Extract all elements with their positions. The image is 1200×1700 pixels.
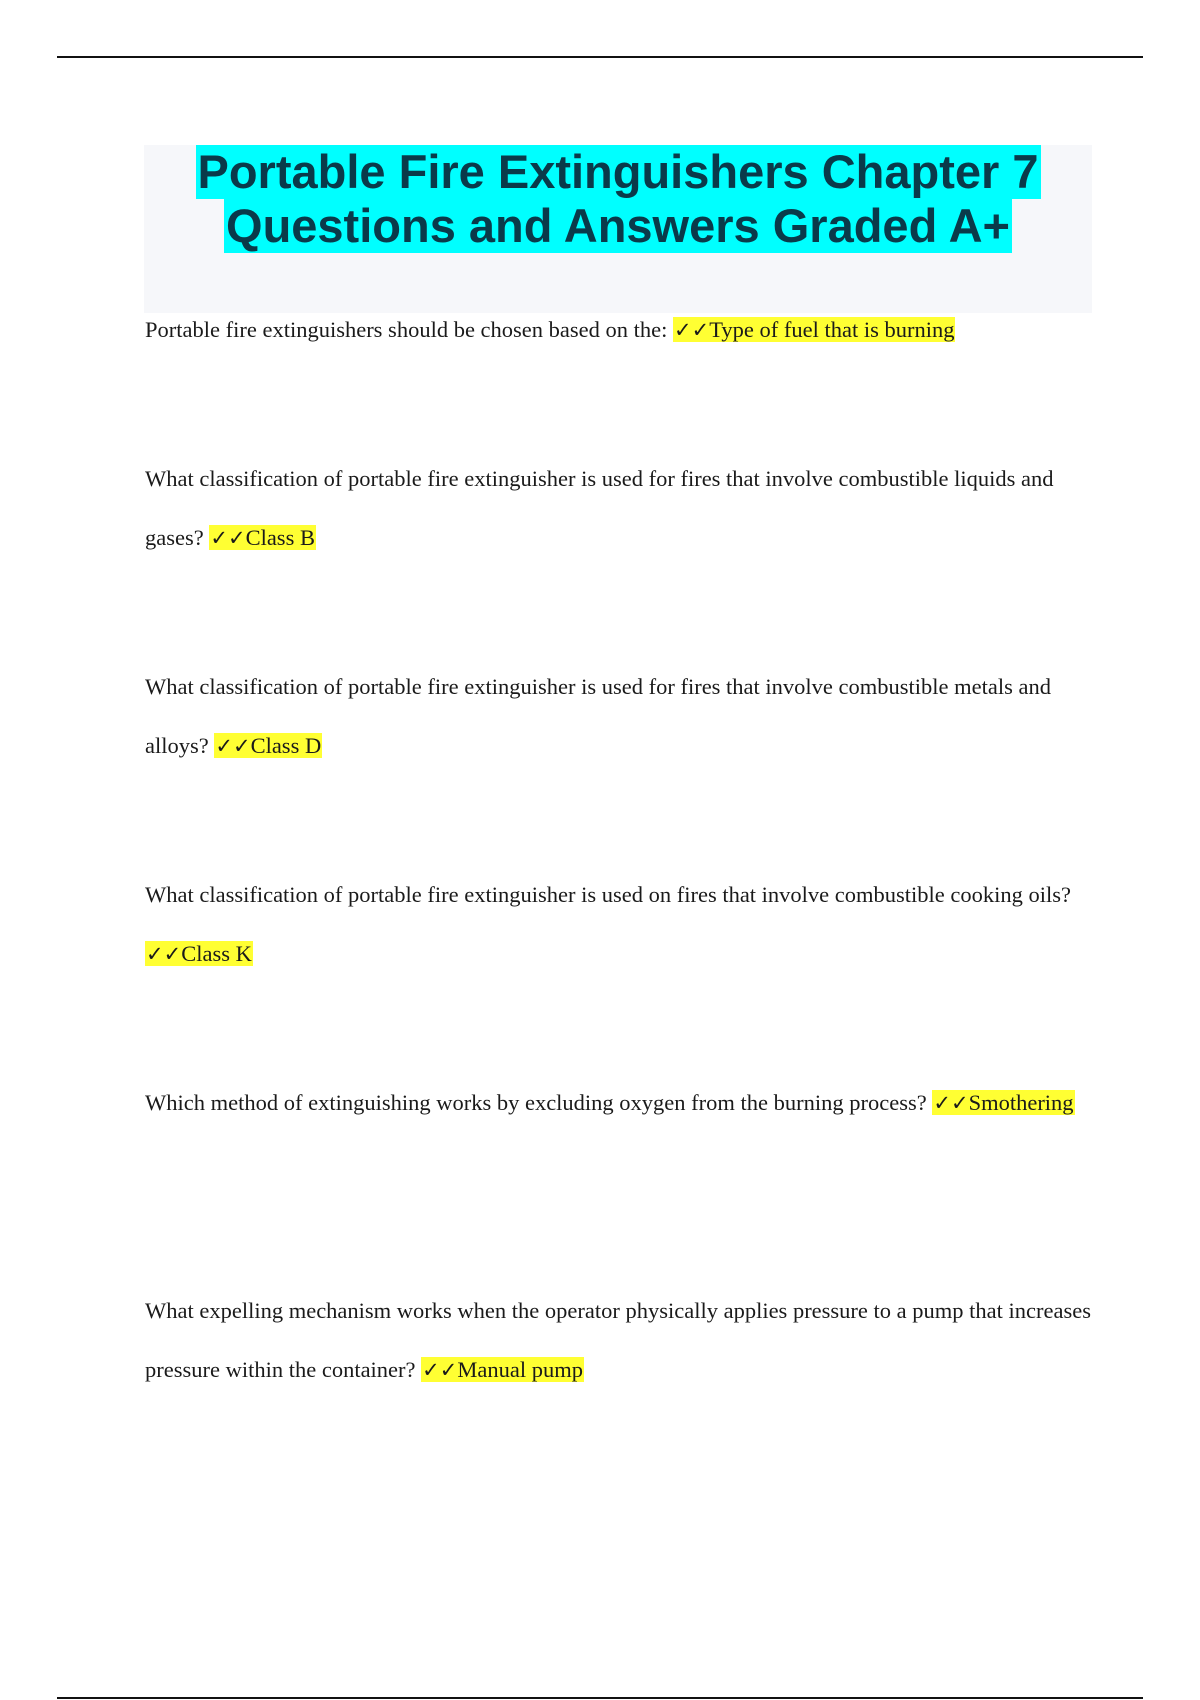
page-title-line-1: Portable Fire Extinguishers Chapter 7: [197, 145, 1039, 198]
answer-highlight: [209, 525, 316, 550]
double-check-icon: ✓✓: [215, 734, 251, 758]
double-check-icon: ✓✓: [146, 942, 182, 966]
qa-item-3: [145, 657, 1095, 776]
answer-highlight: [145, 941, 253, 966]
title-block: [144, 145, 1092, 313]
answer-text: Class B: [245, 525, 315, 550]
answer-highlight: [932, 1090, 1074, 1115]
qa-item-1: [145, 300, 1095, 360]
question-text: What classification of portable fire extinguisher is used on fires that involve combustible cooking oils?: [145, 882, 1072, 907]
answer-text: Smothering: [968, 1090, 1074, 1115]
double-check-icon: ✓✓: [674, 318, 710, 342]
bottom-rule: [57, 1697, 1143, 1699]
answer-text: Class D: [250, 733, 322, 758]
question-text: Which method of extinguishing works by excluding oxygen from the burning process?: [145, 1090, 933, 1115]
double-check-icon: ✓✓: [210, 526, 246, 550]
answer-text: Class K: [181, 941, 252, 966]
answer-text: Manual pump: [457, 1357, 583, 1382]
answer-text: Type of fuel that is burning: [709, 317, 955, 342]
double-check-icon: ✓✓: [933, 1091, 969, 1115]
qa-item-2: [145, 449, 1095, 568]
question-text: What classification of portable fire extinguisher is used for fires that involve combustible liquids and gases?: [145, 466, 1054, 550]
answer-highlight: [673, 317, 955, 342]
question-text: What classification of portable fire extinguisher is used for fires that involve combustible metals and alloys?: [145, 674, 1051, 758]
qa-item-6: [145, 1281, 1095, 1400]
double-check-icon: ✓✓: [422, 1358, 458, 1382]
page-title-line-2: Questions and Answers Graded A+: [226, 199, 1010, 252]
answer-highlight: [214, 733, 322, 758]
answer-highlight: [421, 1357, 584, 1382]
top-rule: [57, 56, 1143, 58]
qa-item-5: [145, 1073, 1095, 1133]
question-text: Portable fire extinguishers should be chosen based on the:: [145, 317, 674, 342]
question-text: What expelling mechanism works when the operator physically applies pressure to a pump that increases pressure within the container?: [145, 1298, 1091, 1382]
qa-item-4: [145, 865, 1095, 984]
